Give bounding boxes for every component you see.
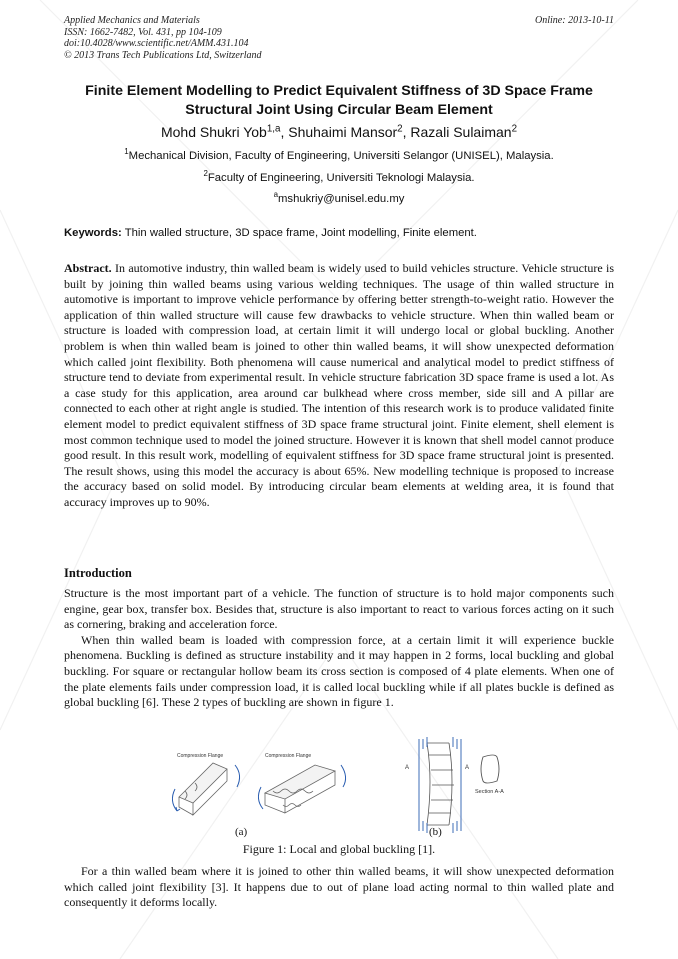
keywords-text: Thin walled structure, 3D space frame, Joint modelling, Finite element.	[121, 227, 477, 239]
journal-header	[64, 15, 262, 61]
copyright-line: © 2013 Trans Tech Publications Ltd, Switzerland	[64, 49, 262, 61]
author-name: Mohd Shukri Yob	[160, 124, 267, 140]
abstract-text: In automotive industry, thin walled beam is widely used to build vehicles structure. Vehicle structure is built by joining thin walled beams using various welding techniques. The usage of thin walled structure in automotive is important to improve vehicle performance by offering better strength-to-weight ratio. However the application of thin walled structure will cause few drawbacks to vehicle structure. When thin walled beam or structure is loaded with compression load, at certain limit it will undergo local or global buckling. Another problem is when thin walled beam is joined to other thin walled beams, it will show unexpected deformation which called joint flexibility. Both phenomena will cause numerical and analytical model to predict stiffness of structure tend to deviate from experimental result. In vehicle structure fabrication 3D space frame is used a lot. As a case study for this application, area around car bulkhead where cross member, side sill and A pillar are connected to each other at right angle is studied. The intention of this research work is to produce validated finite element model to predict equivalent stiffness of 3D space frame structural joint. Finite element, shell element is most common technique used to model the joined structure. However it is known that shell model cannot produce good result. In this result work, modelling of equivalent stiffness for 3D space frame structural joint is presented. The result shows, using this model the accuracy is about 65%. New modelling technique is proposed to increase the accuracy based on solid model. By introducing circular beam elements at welding area, it is found that accuracy improves up to 90%.	[64, 261, 614, 509]
intro-paragraph: When thin walled beam is loaded with compression force, at a certain limit it will experience buckle phenomena. Buckling is defined as structure instability and it may happen in 2 forms, local buckling and global buckling. For square or rectangular hollow beam its cross section is composed of 4 plate elements. When one of the plate elements fails under compression load, it is called local buckling while if all plates buckle is defined as global buckling [6]. These 2 types of buckling are shown in figure 1.	[64, 632, 614, 710]
affiliation-superscript: 2	[203, 169, 208, 179]
global-buckling-column	[427, 743, 454, 825]
intro-paragraph: Structure is the most important part of a vehicle. The function of structure is to hold major components such engine, gear box, transfer box. Besides that, structure is also important to react to various forces acting on it such as cornering, braking and acceleration force.	[64, 586, 614, 632]
abstract-paragraph	[64, 261, 614, 511]
local-buckling-beam-right	[265, 765, 335, 813]
doi-line: doi:10.4028/www.scientific.net/AMM.431.104	[64, 38, 249, 49]
email-link[interactable]: mshukriy@unisel.edu.my	[278, 193, 405, 205]
paper-title: Finite Element Modelling to Predict Equivalent Stiffness of 3D Space Frame Structural Joint Using Circular Beam Element	[85, 83, 593, 118]
author-superscript: 1,a	[266, 123, 281, 135]
author-superscript: 2	[511, 123, 518, 135]
section-heading-introduction: Introduction	[64, 566, 132, 580]
author-separator: ,	[280, 124, 289, 140]
subfigure-label-a: (a)	[235, 826, 248, 838]
keywords-label: Keywords:	[64, 227, 122, 239]
affiliation-email	[64, 190, 614, 205]
subfigure-label-b: (b)	[429, 826, 442, 838]
author-superscript: 2	[397, 123, 403, 135]
affiliation-2	[64, 169, 614, 184]
author-line	[64, 124, 614, 140]
issn-line: ISSN: 1662-7482, Vol. 431, pp 104-109	[64, 26, 222, 38]
section-marker-right: A	[465, 765, 470, 771]
section-view-square	[481, 755, 499, 783]
affiliation-superscript: a	[273, 190, 279, 200]
journal-name: Applied Mechanics and Materials	[64, 15, 200, 26]
abstract-label: Abstract.	[64, 261, 112, 275]
compression-flange-label: Compression Flange	[265, 753, 312, 759]
affiliation-text: Faculty of Engineering, Universiti Teknologi Malaysia.	[207, 172, 475, 184]
figure-caption: Figure 1: Local and global buckling [1].	[242, 842, 436, 856]
affiliation-superscript: 1	[124, 147, 129, 157]
figure-1-drawing	[165, 735, 535, 840]
figure-1	[165, 735, 535, 840]
author-separator: ,	[402, 124, 411, 140]
compression-flange-label: Compression Flange	[177, 753, 224, 759]
section-label: Section A-A	[475, 789, 504, 795]
local-buckling-beam-left	[179, 763, 227, 815]
section-marker-left: A	[405, 765, 410, 771]
introduction-body	[64, 586, 614, 711]
affiliation-text: Mechanical Division, Faculty of Engineering, Universiti Selangor (UNISEL), Malaysia.	[128, 150, 554, 162]
online-date: Online: 2013-10-11	[535, 15, 614, 26]
post-figure-text	[64, 864, 614, 911]
affiliation-1	[64, 147, 614, 162]
keywords-line	[64, 227, 614, 239]
author-name: Shuhaimi Mansor	[288, 124, 398, 140]
author-name: Razali Sulaiman	[410, 124, 512, 140]
body-paragraph: For a thin walled beam where it is joined to other thin walled beams, it will show unexpected deformation which called joint flexibility [3]. It happens due to out of plane load acting normal to thin walled plate and consequently it deforms locally.	[64, 864, 614, 910]
